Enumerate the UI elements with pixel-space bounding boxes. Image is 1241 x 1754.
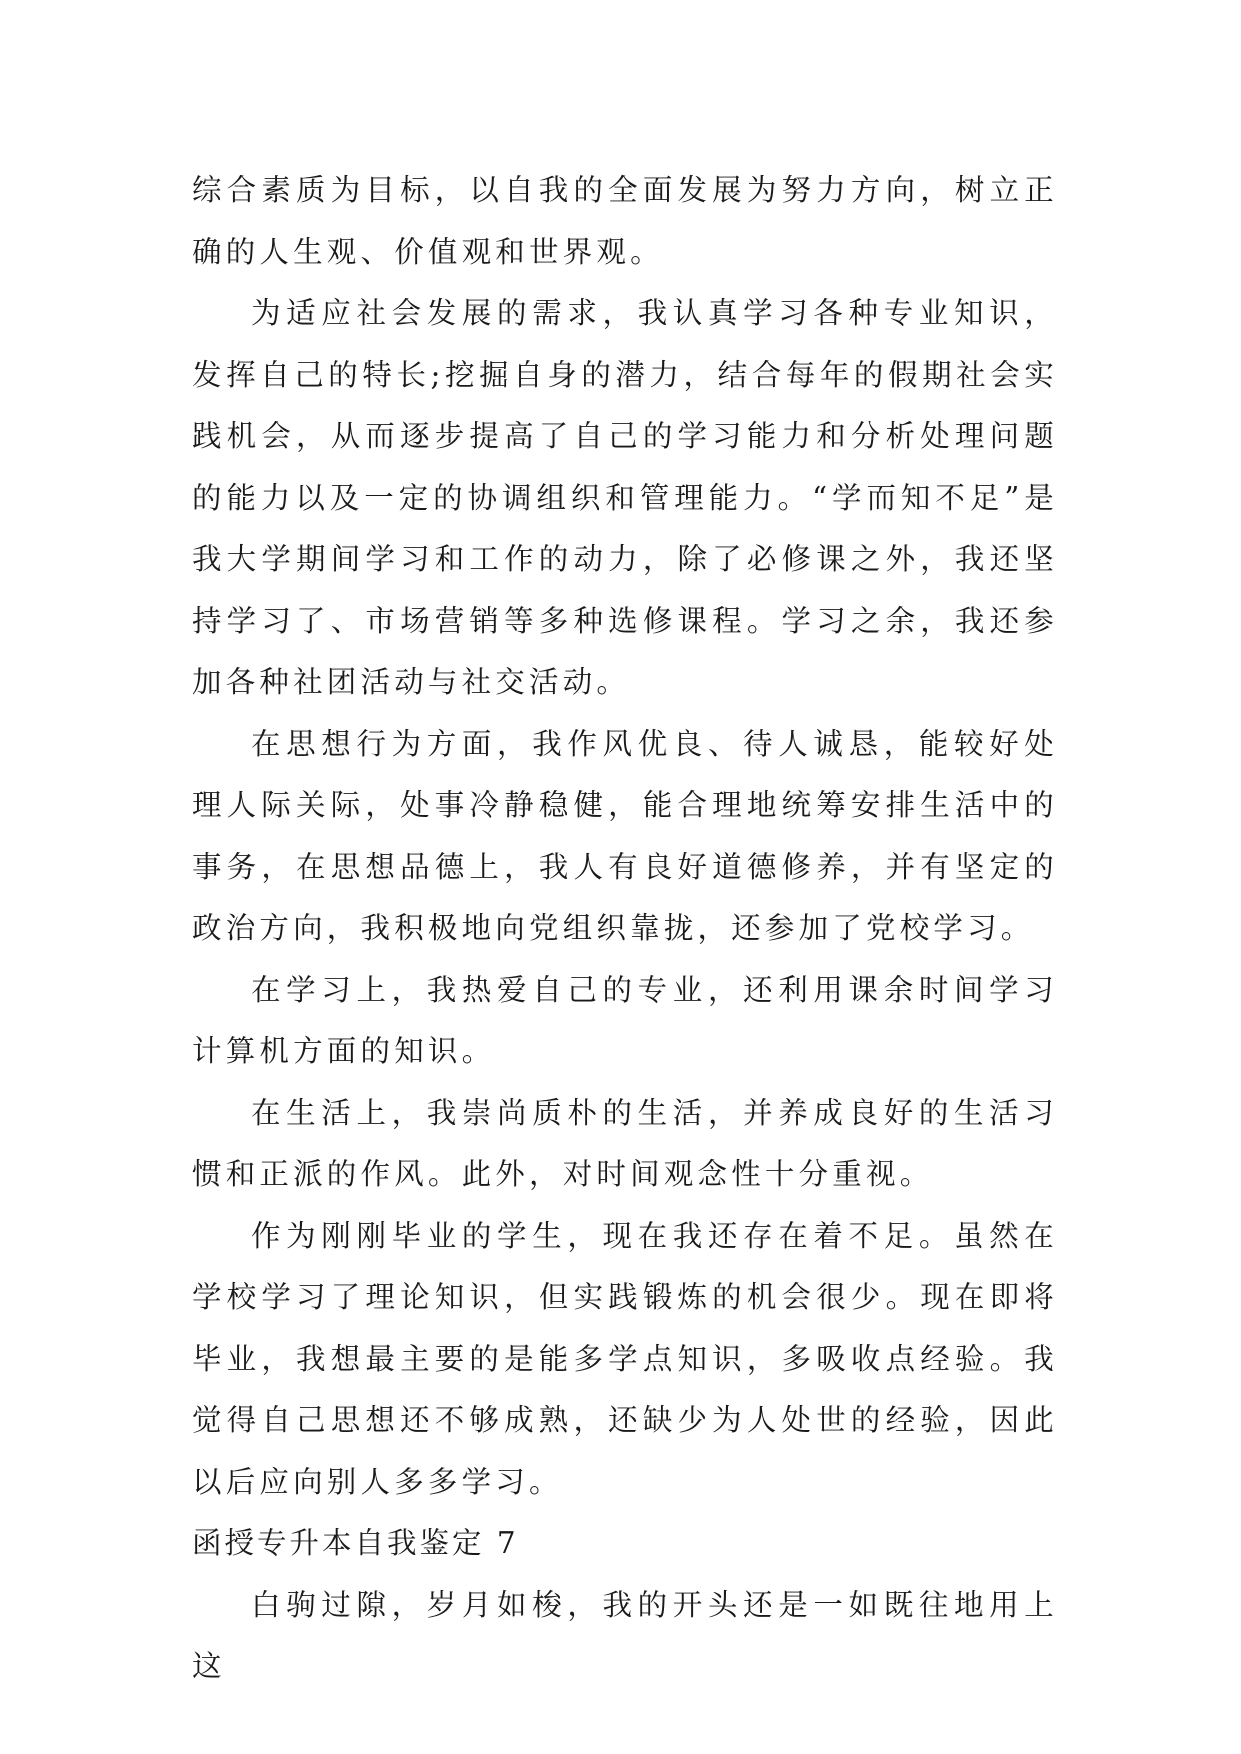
paragraph-6: 作为刚刚毕业的学生，现在我还存在着不足。虽然在学校学习了理论知识，但实践锻炼的机会很少。现在即将毕业，我想最主要的是能多学点知识，多吸收点经验。我觉得自己思想还不够成熟，还缺少为人处世的经验，因此以后应向别人多多学习。 <box>192 1218 1058 1499</box>
paragraph-1: 综合素质为目标，以自我的全面发展为努力方向，树立正确的人生观、价值观和世界观。 <box>192 173 1058 269</box>
paragraph-5: 在生活上，我崇尚质朴的生活，并养成良好的生活习惯和正派的作风。此外，对时间观念性十分重视。 <box>192 1095 1058 1191</box>
paragraph-7: 白驹过隙，岁月如梭，我的开头还是一如既往地用上这 <box>192 1587 1058 1683</box>
document-body <box>192 160 1058 1698</box>
paragraph-2: 为适应社会发展的需求，我认真学习各种专业知识，发挥自己的特长;挖掘自身的潜力，结合每年的假期社会实践机会，从而逐步提高了自己的学习能力和分析处理问题的能力以及一定的协调组织和管理能力。“学而知不足”是我大学期间学习和工作的动力，除了必修课之外，我还坚持学习了、市场营销等多种选修课程。学习之余，我还参加各种社团活动与社交活动。 <box>192 296 1058 699</box>
section-heading: 函授专升本自我鉴定 7 <box>192 1526 519 1560</box>
paragraph-3: 在思想行为方面，我作风优良、待人诚恳，能较好处理人际关际，处事冷静稳健，能合理地统筹安排生活中的事务，在思想品德上，我人有良好道德修养，并有坚定的政治方向，我积极地向党组织靠拢，还参加了党校学习。 <box>192 726 1058 945</box>
paragraph-4: 在学习上，我热爱自己的专业，还利用课余时间学习计算机方面的知识。 <box>192 972 1058 1068</box>
